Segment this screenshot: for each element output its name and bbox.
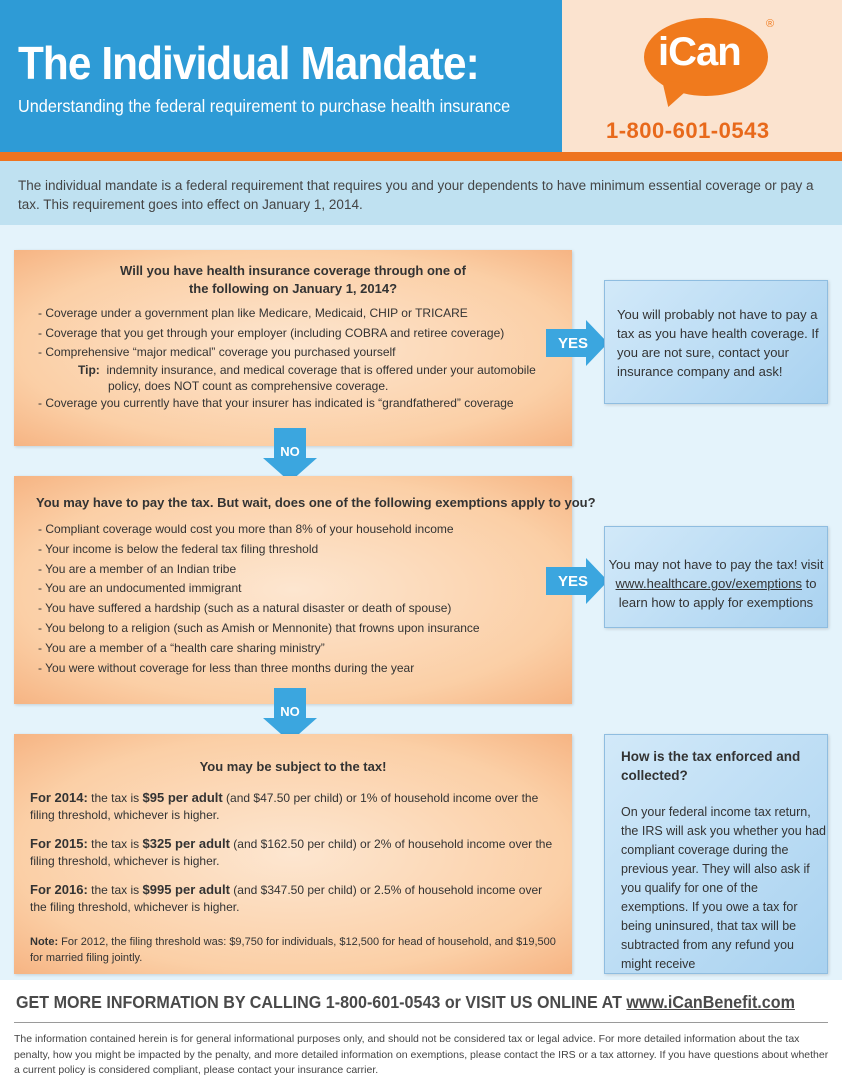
question-heading-line2: the following on January 1, 2014?: [188, 281, 398, 296]
list-item: - You are a member of an Indian tribe: [38, 561, 237, 576]
list-item: - You belong to a religion (such as Amish or Mennonite) that frowns upon insurance: [38, 620, 480, 635]
speech-bubble-tail-icon: [658, 80, 693, 110]
no-arrow-icon: [263, 428, 317, 482]
result2-line1: You may not have to pay the tax! visit: [608, 557, 824, 572]
question-heading: [14, 262, 572, 298]
note-text: For 2012, the filing threshold was: $9,750 for individuals, $12,500 for head of household, and $19,500 for married filing jointly.: [30, 936, 556, 964]
list-item: - Compliant coverage would cost you more than 8% of your household income: [38, 522, 454, 536]
call-to-action: [16, 992, 795, 1013]
tip-label: Tip:: [78, 363, 100, 377]
no-label: NO: [280, 444, 300, 459]
list-item: - Coverage that you get through your employer (including COBRA and retiree coverage): [38, 325, 505, 340]
yes-label: YES: [557, 573, 588, 590]
tip-line2: policy, does NOT count as comprehensive coverage.: [108, 379, 389, 393]
result2-line3: learn how to apply for exemptions: [618, 595, 814, 610]
tax-amount: $995 per adult: [142, 882, 230, 897]
exemptions-heading: You may have to pay the tax. But wait, does one of the following exemptions apply to you?: [36, 495, 596, 510]
tax-year: For 2016:: [30, 882, 88, 897]
coverage-list: [38, 304, 504, 363]
threshold-note: [30, 934, 560, 966]
logo-text: iCan: [658, 30, 741, 74]
tax-2015: For 2015: the tax is $325 per adult (and $162.50 per child) or 2% of household income over the filing threshold, whichever is higher.: [30, 836, 553, 868]
disclaimer: The information contained herein is for general informational purposes only, and should not be considered tax or legal advice. For more detailed information about the tax penalty, how you might be impacted by the penalty, and more detailed information on exemptions, please contact the IRS or a tax attorney. If you have questions about whether a current policy is considered compliant, please contact your insurance carrier.: [14, 1033, 829, 1076]
enforcement-box: [604, 734, 828, 974]
tax-amount: $325 per adult: [142, 836, 230, 851]
list-item: - Coverage under a government plan like Medicare, Medicaid, CHIP or TRICARE: [38, 306, 468, 320]
ican-logo: [640, 16, 780, 108]
exemptions-link[interactable]: www.healthcare.gov/exemptions: [615, 576, 802, 591]
result-text: You will probably not have to pay a tax as you have health coverage. If you are not sure, contact your insurance company and ask!: [617, 307, 819, 379]
tax-amount: $95 per adult: [142, 790, 223, 805]
list-item: - Coverage you currently have that your insurer has indicated is “grandfathered” coverage: [38, 396, 514, 410]
yes-label: YES: [557, 335, 588, 352]
list-item: - You were without coverage for less than three months during the year: [38, 660, 415, 675]
website-link[interactable]: www.iCanBenefit.com: [626, 992, 795, 1012]
question-box-coverage: [14, 250, 572, 446]
note-label: Note:: [30, 936, 59, 948]
list-item: - You have suffered a hardship (such as a natural disaster or death of spouse): [38, 601, 452, 616]
result-text: [605, 555, 827, 612]
footer-divider: [14, 1022, 828, 1023]
header: [0, 0, 842, 152]
enforcement-heading: How is the tax enforced and collected?: [621, 749, 801, 783]
page-title: The Individual Mandate:: [18, 37, 479, 89]
enforcement-body: On your federal income tax return, the IRS will ask you whether you had compliant coverage during the previous year. They will also ask if you qualify for one of the exemptions. If you owe a tax for being uninsured, that tax will be subtracted from any refund you might receive: [621, 805, 826, 971]
list-item: - You are an undocumented immigrant: [38, 581, 242, 596]
result-box-exempt: [604, 526, 828, 628]
no-label: NO: [280, 704, 300, 719]
list-item: - Comprehensive “major medical” coverage you purchased yourself: [38, 345, 396, 359]
page-subtitle: Understanding the federal requirement to purchase health insurance: [18, 96, 511, 116]
intro-text: The individual mandate is a federal requirement that requires you and your dependents to have minimum essential coverage or pay a tax. This requirement goes into effect on January 1, 2014.: [18, 178, 814, 212]
tax-year: For 2015:: [30, 836, 88, 851]
tax-year: For 2014:: [30, 790, 88, 805]
tip-note: [78, 362, 536, 394]
question-heading-line1: Will you have health insurance coverage through one of: [120, 263, 466, 278]
tax-2014: For 2014: the tax is $95 per adult (and $47.50 per child) or 1% of household income over the filing threshold, whichever is higher.: [30, 790, 539, 822]
yes-arrow-icon: [546, 558, 608, 604]
yes-arrow-icon: [546, 320, 608, 366]
result2-link-suffix: to: [801, 576, 817, 591]
phone-number[interactable]: 1-800-601-0543: [606, 118, 770, 143]
exemptions-list: [38, 520, 480, 678]
header-divider: [0, 152, 842, 161]
list-item: - Your income is below the federal tax filing threshold: [38, 541, 319, 556]
cta-text: GET MORE INFORMATION BY CALLING 1-800-601-0543 or VISIT US ONLINE AT: [16, 992, 627, 1012]
tip-line1: indemnity insurance, and medical coverage that is offered under your automobile: [106, 363, 536, 377]
tax-heading: You may be subject to the tax!: [199, 759, 387, 774]
tax-2016: For 2016: the tax is $995 per adult (and $347.50 per child) or 2.5% of household income over the filing threshold, whichever is higher.: [30, 882, 543, 914]
list-item: - You are a member of a “health care sharing ministry”: [38, 640, 325, 655]
registered-mark: ®: [766, 18, 775, 30]
result-box-covered: [604, 280, 828, 404]
